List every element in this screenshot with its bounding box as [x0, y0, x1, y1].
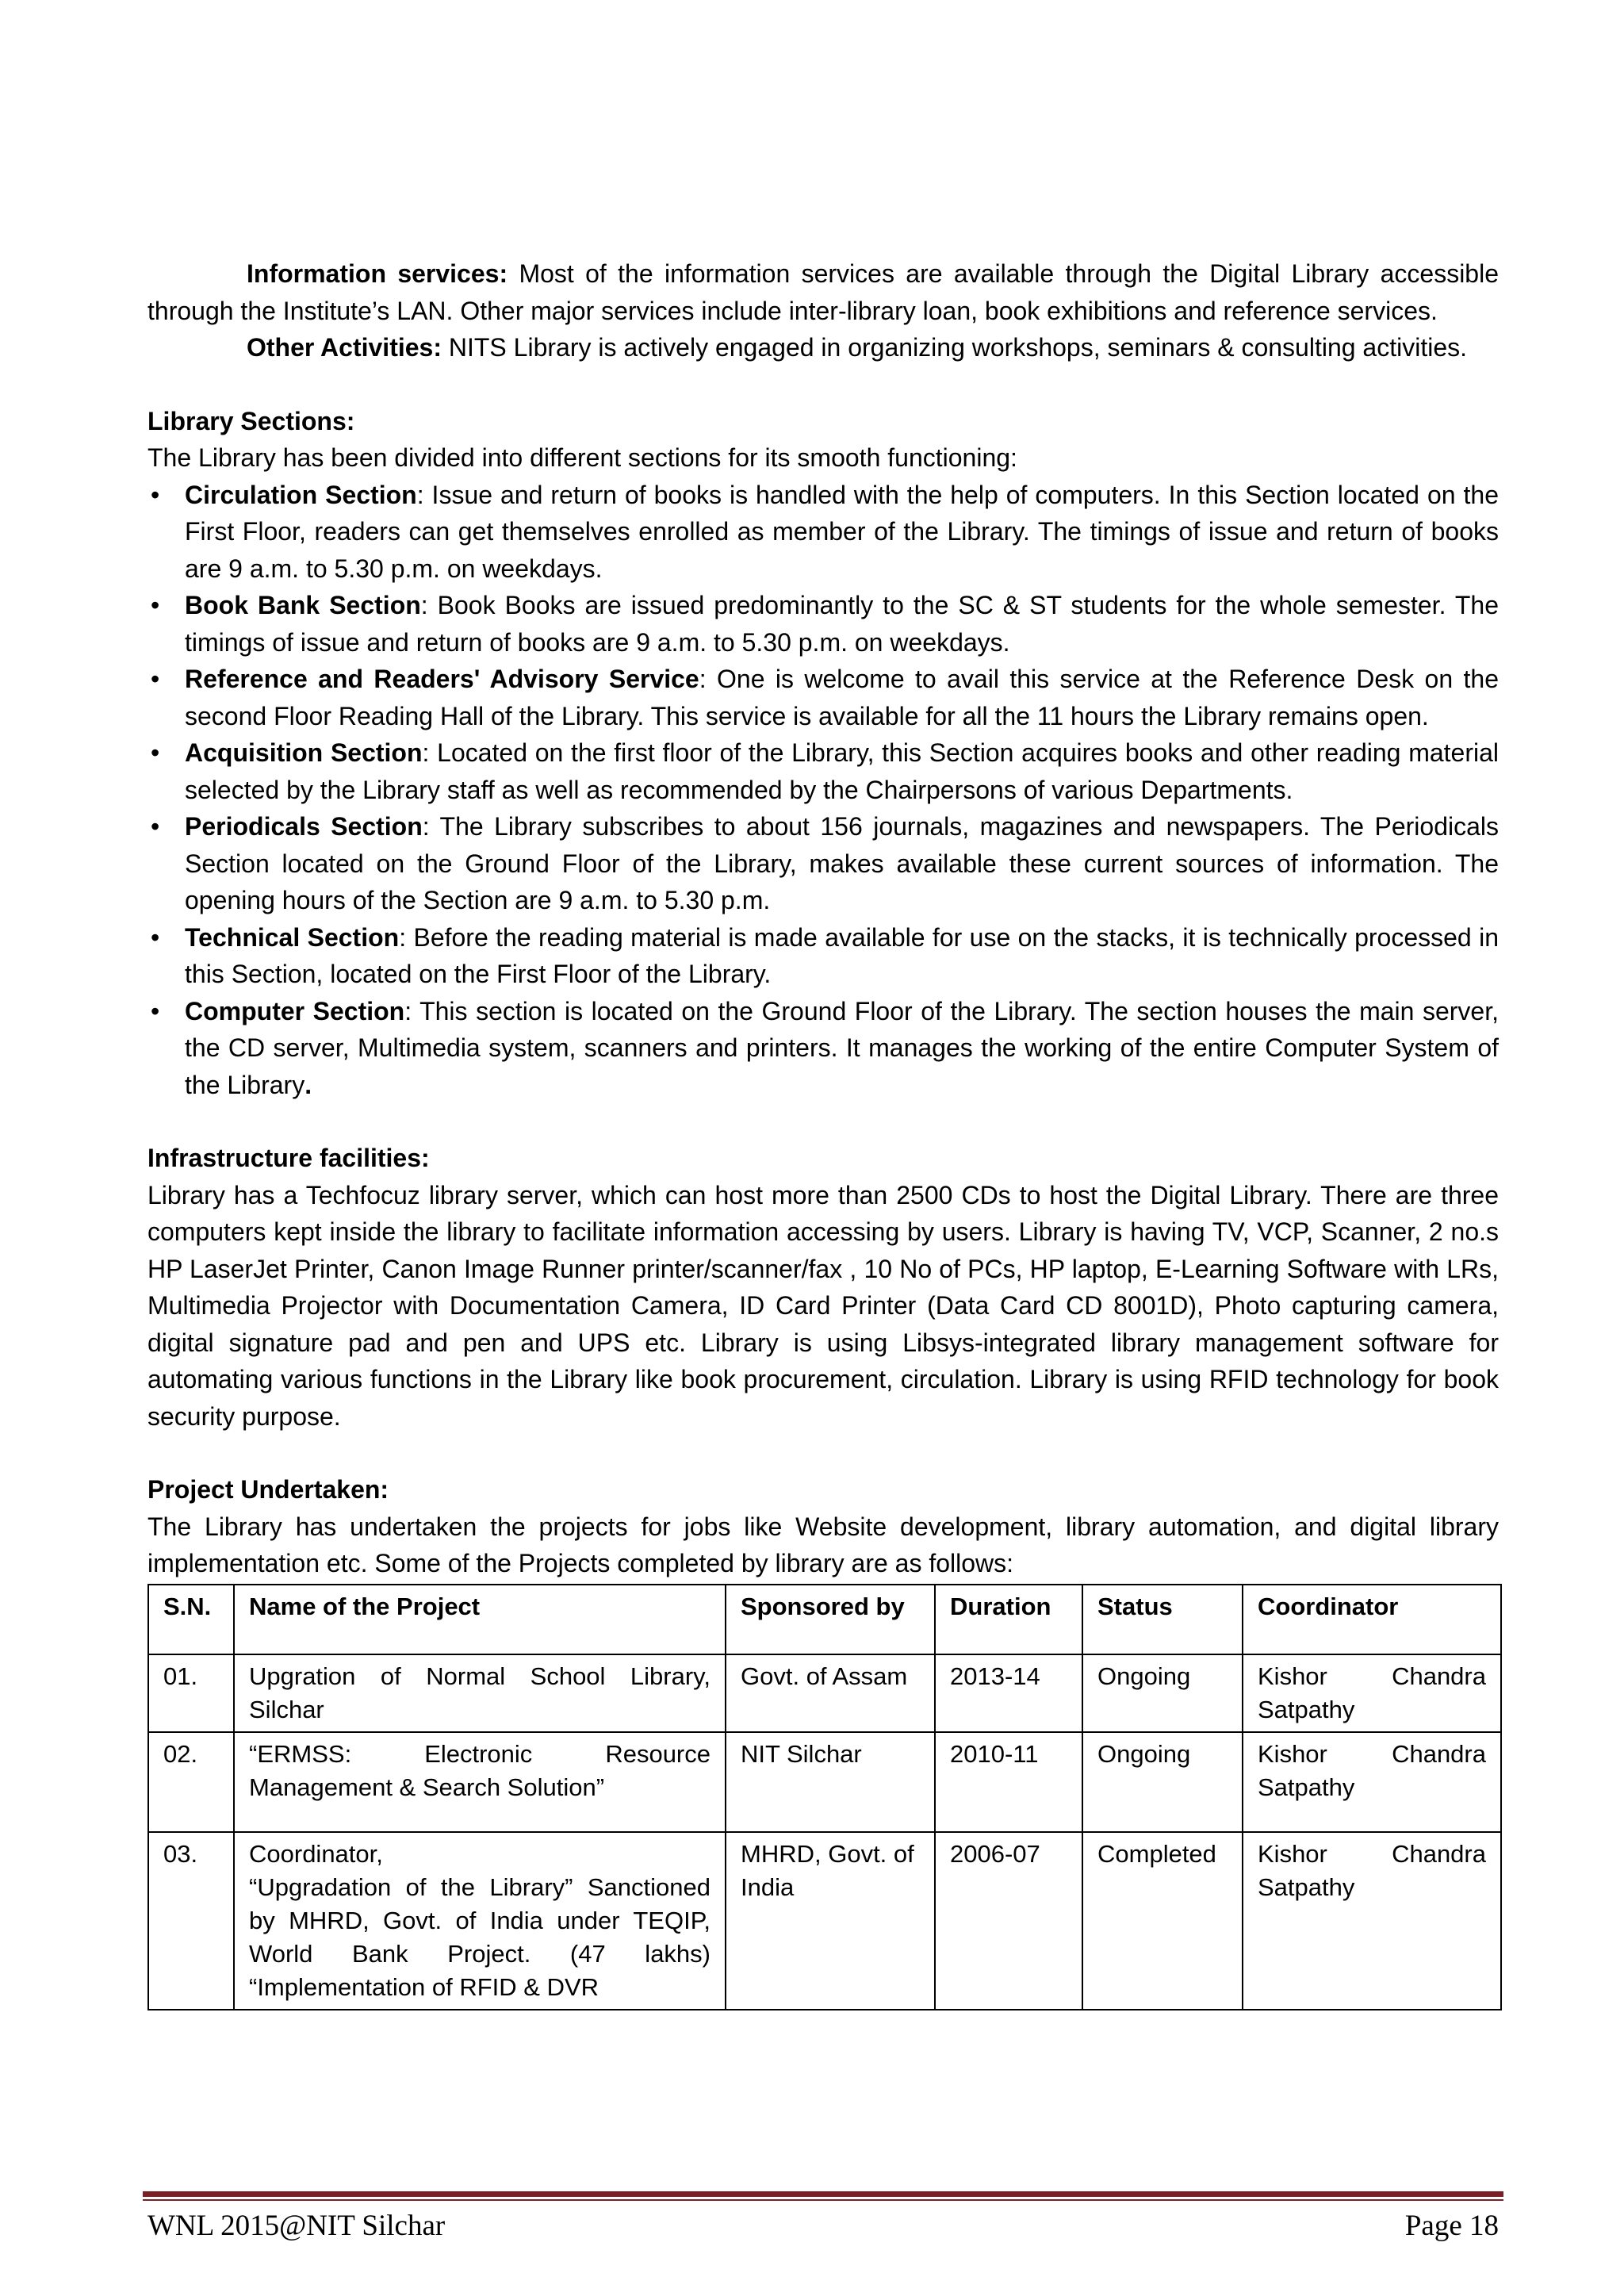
section-text: : Located on the first floor of the Library, this Section acquires books and other reading material selected by the Library staff as well as recommended by the Chairpersons of various Departments.: [185, 738, 1500, 804]
cell-sn: 02.: [148, 1732, 234, 1832]
column-header: Name of the Project: [234, 1585, 726, 1654]
library-sections-heading: Library Sections:: [147, 406, 355, 435]
cell-duration: 2013-14: [935, 1654, 1082, 1732]
section-name: Acquisition Section: [185, 738, 423, 767]
list-item: [147, 993, 1499, 1104]
table-row: [148, 1832, 1501, 2010]
project-name-line: “Upgradation of the Library” Sanctioned by MHRD, Govt. of India under TEQIP, World Bank Project. (47 lakhs) “Implementation of RFID & DVR: [249, 1872, 710, 2001]
bullet-icon: •: [151, 591, 160, 619]
cell-status: Ongoing: [1082, 1654, 1243, 1732]
projects-intro: The Library has undertaken the projects for jobs like Website development, library automation, and digital library implementation etc. Some of the Projects completed by library are as follows:: [147, 1512, 1499, 1577]
list-item: [147, 919, 1499, 993]
cell-coordinator: Kishor Chandra Satpathy: [1243, 1654, 1501, 1732]
table-row: [148, 1654, 1501, 1732]
section-text-tail: .: [304, 1070, 312, 1099]
list-item: [147, 477, 1499, 588]
bullet-icon: •: [151, 480, 160, 509]
footer-rule: [143, 2191, 1503, 2197]
list-item: [147, 734, 1499, 808]
list-item: [147, 661, 1499, 734]
section-name: Book Bank Section: [185, 591, 421, 619]
table-header-row: [148, 1585, 1501, 1654]
section-name: Circulation Section: [185, 480, 417, 509]
cell-duration: 2006-07: [935, 1832, 1082, 2010]
bullet-icon: •: [151, 996, 160, 1025]
cell-duration: 2010-11: [935, 1732, 1082, 1832]
cell-sn: 03.: [148, 1832, 234, 2010]
section-text: : This section is located on the Ground Floor of the Library. The section houses the main server, the CD server, Multimedia system, scanners and printers. It manages the working of the entire Computer System of the Library: [185, 996, 1500, 1099]
section-text: : Book Books are issued predominantly to the SC & ST students for the whole semester. The timings of issue and return of books are 9 a.m. to 5.30 p.m. on weekdays.: [185, 591, 1500, 657]
cell-coordinator: Kishor Chandra Satpathy: [1243, 1732, 1501, 1832]
info-services-label: Information services:: [247, 259, 508, 288]
other-activities-paragraph: [147, 329, 1499, 366]
section-name: Technical Section: [185, 922, 400, 952]
bullet-icon: •: [151, 812, 160, 841]
other-activities-text: NITS Library is actively engaged in organizing workshops, seminars & consulting activities.: [441, 333, 1468, 362]
footer-left-text: WNL 2015@NIT Silchar: [147, 2210, 446, 2242]
section-text: : Before the reading material is made available for use on the stacks, it is technically processed in this Section, located on the First Floor of the Library.: [185, 922, 1500, 988]
table-row: [148, 1732, 1501, 1832]
cell-status: Ongoing: [1082, 1732, 1243, 1832]
cell-sponsor: Govt. of Assam: [726, 1654, 935, 1732]
library-sections-list: [147, 477, 1499, 1104]
cell-coordinator: Kishor Chandra Satpathy: [1243, 1832, 1501, 2010]
cell-project-name: [234, 1832, 726, 2010]
cell-sponsor: NIT Silchar: [726, 1732, 935, 1832]
column-header: Status: [1082, 1585, 1243, 1654]
column-header: Sponsored by: [726, 1585, 935, 1654]
section-name: Reference and Readers' Advisory Service: [185, 665, 699, 693]
bullet-icon: •: [151, 738, 160, 767]
info-services-paragraph: [147, 255, 1499, 329]
column-header: Duration: [935, 1585, 1082, 1654]
section-name: Periodicals Section: [185, 812, 423, 841]
cell-project-name: Upgration of Normal School Library, Silchar: [234, 1654, 726, 1732]
infrastructure-heading: Infrastructure facilities:: [147, 1144, 430, 1172]
footer-rule-thin: [143, 2199, 1503, 2201]
column-header: S.N.: [148, 1585, 234, 1654]
library-sections-intro: The Library has been divided into different sections for its smooth functioning:: [147, 443, 1017, 472]
section-text: : One is welcome to avail this service at the Reference Desk on the second Floor Reading Hall of the Library. This service is available for all the 11 hours the Library remains open.: [185, 665, 1500, 730]
page-number: Page 18: [1404, 2210, 1499, 2242]
section-name: Computer Section: [185, 996, 405, 1025]
cell-project-name: “ERMSS: Electronic Resource Management & Search Solution”: [234, 1732, 726, 1832]
list-item: [147, 587, 1499, 661]
infrastructure-text: Library has a Techfocuz library server, which can host more than 2500 CDs to host the Digital Library. There are three computers kept inside the library to facilitate information accessing by users. Library is having TV, VCP, Scanner, 2 no.s HP LaserJet Printer, Canon Image Runner printer/scanner/fax , 10 No of PCs, HP laptop, E-Learning Software with LRs, Multimedia Projector with Documentation Camera, ID Card Printer (Data Card CD 8001D), Photo capturing camera, digital signature pad and pen and UPS etc. Library is using Libsys-integrated library management software for automating various functions in the Library like book procurement, circulation. Library is using RFID technology for book security purpose.: [147, 1180, 1499, 1431]
section-text: : The Library subscribes to about 156 journals, magazines and newspapers. The Periodicals Section located on the Ground Floor of the Library, makes available these current sources of information. The opening hours of the Section are 9 a.m. to 5.30 p.m.: [185, 812, 1499, 914]
info-services-text: Most of the information services are available through the Digital Library accessible through the Institute’s LAN. Other major services include inter-library loan, book exhibitions and reference services.: [147, 259, 1500, 325]
cell-status: Completed: [1082, 1832, 1243, 2010]
projects-table: [147, 1584, 1502, 2010]
bullet-icon: •: [151, 922, 160, 952]
projects-heading: Project Undertaken:: [147, 1475, 389, 1504]
project-name-line: Coordinator,: [249, 1839, 383, 1868]
section-text: : Issue and return of books is handled with the help of computers. In this Section located on the First Floor, readers can get themselves enrolled as member of the Library. The timings of issue and return of books are 9 a.m. to 5.30 p.m. on weekdays.: [185, 480, 1500, 583]
page-content: [147, 255, 1499, 2010]
list-item: [147, 808, 1499, 919]
cell-sponsor: MHRD, Govt. of India: [726, 1832, 935, 2010]
column-header: Coordinator: [1243, 1585, 1501, 1654]
other-activities-label: Other Activities:: [247, 333, 442, 362]
cell-sn: 01.: [148, 1654, 234, 1732]
bullet-icon: •: [151, 665, 160, 693]
